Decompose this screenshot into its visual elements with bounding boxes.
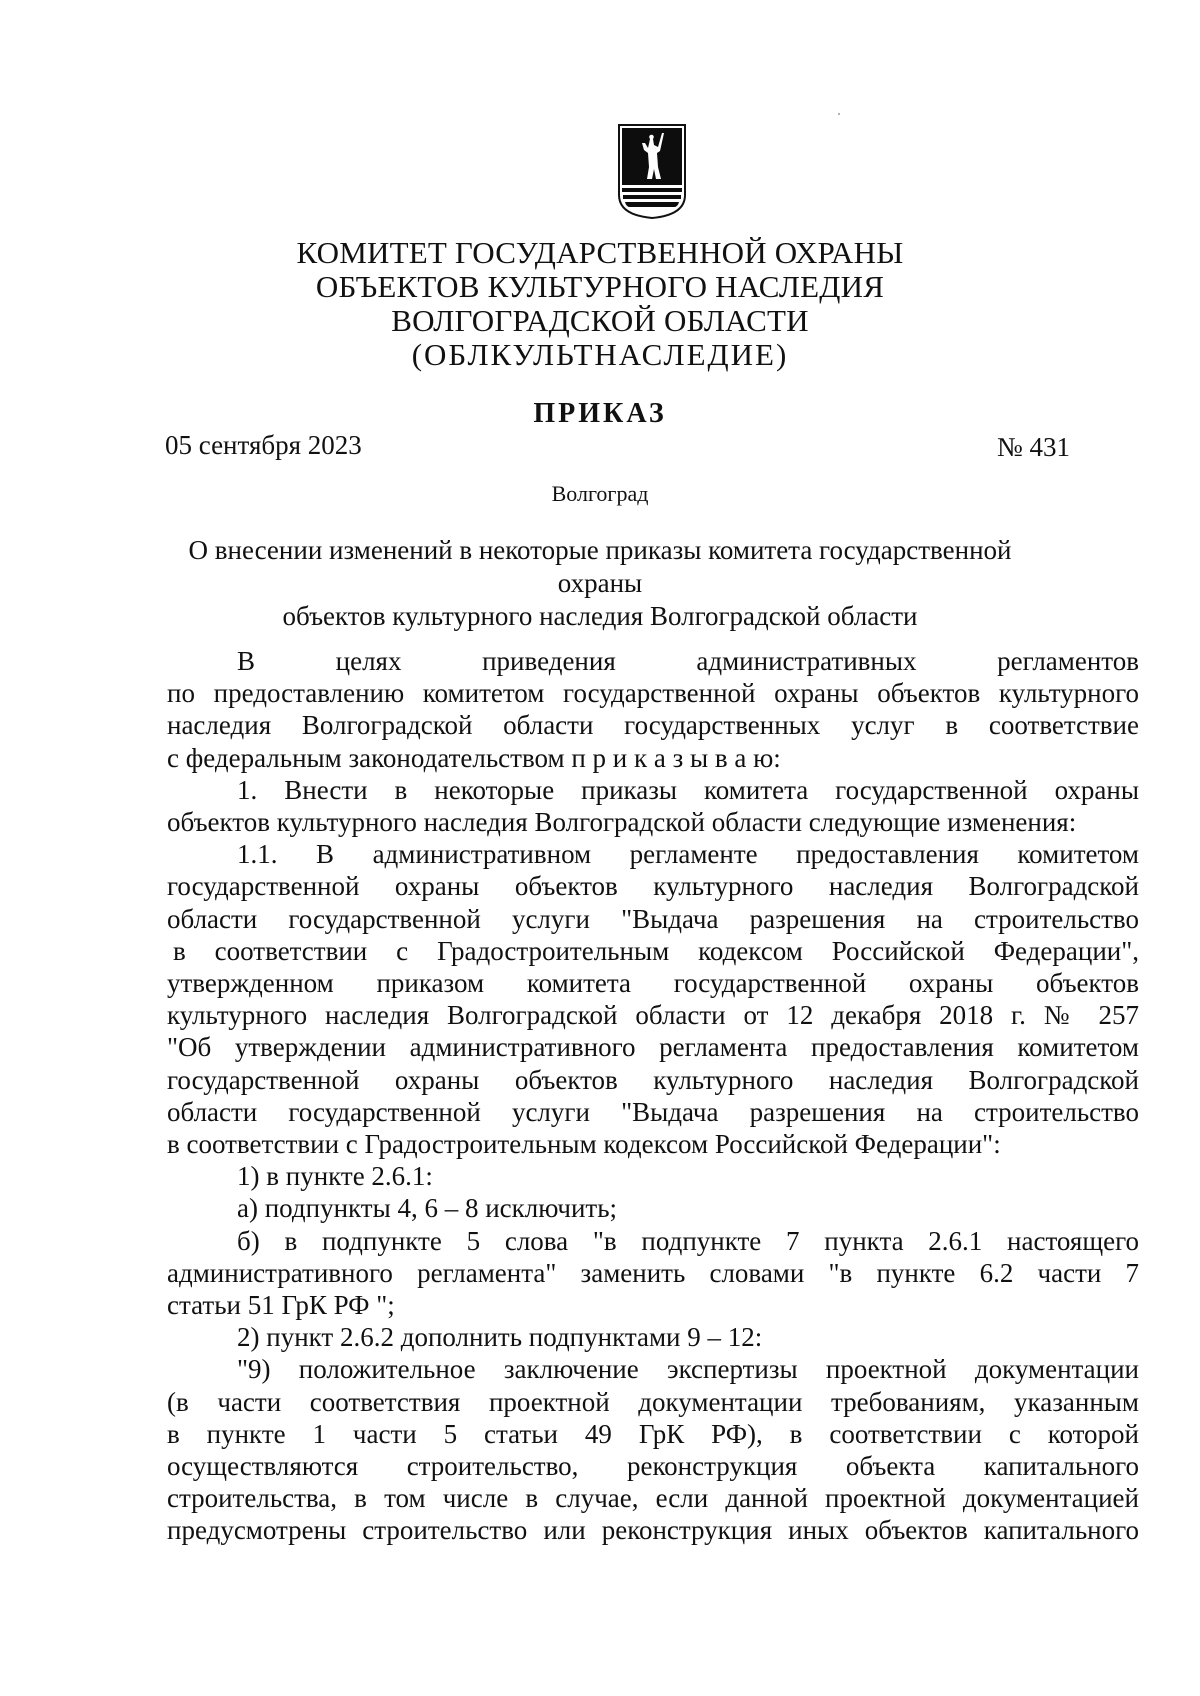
body-line: осуществляются строительство, реконструкция объекта капитального: [167, 1451, 1139, 1482]
body-line: "9) положительное заключение экспертизы проектной документации: [237, 1354, 1139, 1385]
body-line: статьи 51 ГрК РФ ";: [167, 1290, 395, 1321]
body-line: (в части соответствия проектной документации требованиям, указанным: [167, 1386, 1139, 1417]
agency-line-4: (ОБЛКУЛЬТНАСЛЕДИЕ): [411, 337, 789, 372]
agency-line-1: КОМИТЕТ ГОСУДАРСТВЕННОЙ ОХРАНЫ: [296, 235, 904, 270]
body-line: предусмотрены строительство или реконструкция иных объектов капитального: [167, 1515, 1139, 1546]
body-line: 1. Внести в некоторые приказы комитета государственной охраны: [237, 774, 1139, 805]
body-line: в соответствии с Градостроительным кодексом Российской Федерации":: [167, 1129, 1001, 1160]
body-line: культурного наследия Волгоградской области от 12 декабря 2018 г. № 257: [167, 1000, 1139, 1031]
volgograd-emblem-icon: [617, 123, 687, 219]
document-subject: [150, 534, 1050, 633]
agency-name: [200, 236, 1000, 372]
subject-line-1: О внесении изменений в некоторые приказы комитета государственной охраны: [188, 535, 1012, 598]
body-line: в соответствии с Градостроительным кодексом Российской Федерации",: [173, 935, 1139, 966]
body-line: в пункте 1 части 5 статьи 49 ГрК РФ), в соответствии с которой: [167, 1418, 1139, 1449]
body-line: государственной охраны объектов культурного наследия Волгоградской: [167, 1064, 1139, 1095]
document-body: [167, 645, 1139, 1547]
document-date: 05 сентября 2023: [165, 430, 362, 460]
body-line: 1.1. В административном регламенте предоставления комитетом: [237, 839, 1139, 870]
body-line: В целях приведения административных регламентов: [237, 646, 1139, 676]
body-line: наследия Волгоградской области государственных услуг в соответствие: [167, 710, 1139, 741]
body-line: 1) в пункте 2.6.1:: [237, 1161, 433, 1192]
body-line: области государственной услуги "Выдача разрешения на строительство: [167, 1096, 1139, 1127]
body-line: строительства, в том числе в случае, если данной проектной документацией: [167, 1483, 1139, 1514]
body-line: 2) пункт 2.6.2 дополнить подпунктами 9 – 12:: [237, 1322, 763, 1353]
body-line: б) в подпункте 5 слова "в подпункте 7 пункта 2.6.1 настоящего: [237, 1225, 1139, 1256]
body-line: объектов культурного наследия Волгоградской области следующие изменения:: [167, 807, 1077, 838]
agency-line-3: ВОЛГОГРАДСКОЙ ОБЛАСТИ: [391, 303, 809, 338]
body-line: области государственной услуги "Выдача разрешения на строительство: [167, 903, 1139, 934]
body-line: "Об утверждении административного регламента предоставления комитетом: [167, 1032, 1139, 1063]
body-line: по предоставлению комитетом государственной охраны объектов культурного: [167, 678, 1139, 709]
document-type: ПРИКАЗ: [533, 398, 667, 429]
subject-line-2: объектов культурного наследия Волгоградской области: [282, 601, 918, 631]
document-city: Волгоград: [551, 481, 649, 506]
body-line: государственной охраны объектов культурного наследия Волгоградской: [167, 871, 1139, 902]
document-number: № 431: [996, 432, 1070, 462]
body-line: а) подпункты 4, 6 – 8 исключить;: [237, 1193, 618, 1224]
body-line: административного регламента" заменить словами "в пункте 6.2 части 7: [167, 1257, 1139, 1288]
agency-line-2: ОБЪЕКТОВ КУЛЬТУРНОГО НАСЛЕДИЯ: [315, 269, 885, 304]
body-line: с федеральным законодательством п р и к а з ы в а ю:: [167, 742, 781, 773]
body-line: утвержденном приказом комитета государственной охраны объектов: [167, 968, 1139, 999]
scan-speck: [838, 113, 840, 115]
